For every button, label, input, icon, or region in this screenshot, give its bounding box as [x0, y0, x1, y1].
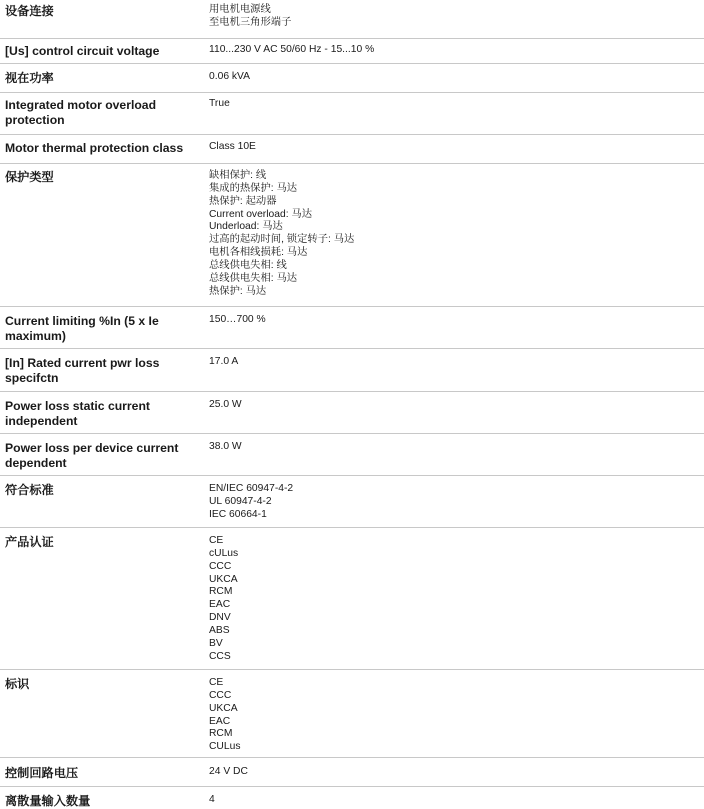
- row-value: [202, 766, 704, 786]
- value-line: DNV: [209, 612, 231, 624]
- value-line: CCS: [209, 650, 231, 662]
- value-line: CCC: [209, 560, 232, 572]
- value-line: 24 V DC: [209, 766, 248, 777]
- table-row: [0, 787, 704, 809]
- table-row: [0, 758, 704, 787]
- row-value: [202, 399, 704, 433]
- value-line: EAC: [209, 715, 231, 727]
- value-line: 150…700 %: [209, 314, 266, 325]
- value-line: CE: [209, 535, 224, 546]
- row-label: Power loss static current independent: [5, 399, 150, 428]
- value-line: 110...230 V AC 50/60 Hz - 15...10 %: [209, 44, 375, 55]
- value-line: RCM: [209, 728, 233, 740]
- table-row: [0, 528, 704, 670]
- row-label: Motor thermal protection class: [5, 141, 184, 155]
- row-value: [202, 794, 704, 809]
- row-label: 设备连接: [5, 4, 54, 18]
- table-row: [0, 0, 704, 39]
- row-value: [202, 170, 704, 306]
- row-label: 保护类型: [5, 170, 54, 184]
- value-line: Current overload: 马达: [209, 208, 313, 220]
- value-line: 至电机三角形端子: [209, 16, 292, 28]
- value-line: BV: [209, 637, 223, 649]
- value-line: UL 60947-4-2: [209, 495, 272, 507]
- row-value: [202, 4, 704, 38]
- value-line: 25.0 W: [209, 399, 242, 410]
- row-label: Current limiting %In (5 x Ie maximum): [5, 314, 159, 343]
- value-line: 热保护: 马达: [209, 285, 267, 297]
- value-line: 总线供电失相: 线: [209, 259, 287, 271]
- value-line: 用电机电源线: [209, 4, 271, 15]
- table-row: [0, 64, 704, 93]
- table-row: [0, 670, 704, 758]
- row-value: [202, 314, 704, 348]
- value-line: 集成的热保护: 马达: [209, 182, 298, 194]
- row-value: [202, 441, 704, 475]
- table-row: [0, 93, 704, 135]
- value-line: 总线供电失相: 马达: [209, 272, 298, 284]
- row-label: 符合标准: [5, 483, 54, 497]
- row-label: 视在功率: [5, 71, 54, 85]
- row-value: [202, 677, 704, 757]
- value-line: Class 10E: [209, 141, 256, 152]
- table-row: [0, 164, 704, 307]
- row-label: Power loss per device current dependent: [5, 441, 179, 470]
- value-line: 4: [209, 794, 215, 805]
- row-value: [202, 98, 704, 134]
- table-row: [0, 307, 704, 349]
- row-value: [202, 483, 704, 527]
- row-label: [Us] control circuit voltage: [5, 44, 160, 58]
- value-line: Underload: 马达: [209, 221, 283, 233]
- value-line: CE: [209, 677, 224, 688]
- table-row: [0, 39, 704, 64]
- value-line: 0.06 kVA: [209, 71, 251, 82]
- value-line: 38.0 W: [209, 441, 242, 452]
- row-value: [202, 141, 704, 163]
- row-value: [202, 535, 704, 669]
- table-row: [0, 135, 704, 164]
- value-line: EN/IEC 60947-4-2: [209, 483, 294, 494]
- value-line: UKCA: [209, 573, 238, 585]
- value-line: IEC 60664-1: [209, 508, 267, 520]
- value-line: cULus: [209, 547, 239, 559]
- row-value: [202, 356, 704, 391]
- row-label: 离散量输入数量: [5, 794, 91, 808]
- value-line: 缺相保护: 线: [209, 170, 267, 181]
- table-row: [0, 434, 704, 476]
- row-label: 控制回路电压: [5, 766, 79, 780]
- value-line: EAC: [209, 599, 231, 611]
- value-line: RCM: [209, 586, 233, 598]
- value-line: 过高的起动时间, 锁定转子: 马达: [209, 234, 355, 246]
- value-line: CCC: [209, 689, 232, 701]
- value-line: CULus: [209, 741, 241, 753]
- value-line: 热保护: 起动器: [209, 195, 277, 207]
- table-row: [0, 392, 704, 434]
- row-label: 标识: [5, 677, 30, 691]
- value-line: True: [209, 98, 230, 109]
- table-row: [0, 476, 704, 528]
- row-label: 产品认证: [5, 535, 54, 549]
- row-label: [In] Rated current pwr loss specifctn: [5, 356, 160, 385]
- row-label: Integrated motor overload protection: [5, 98, 157, 127]
- value-line: 电机各相线损耗: 马达: [209, 247, 308, 259]
- row-value: [202, 44, 704, 63]
- value-line: UKCA: [209, 702, 238, 714]
- value-line: 17.0 A: [209, 356, 239, 367]
- table-row: [0, 349, 704, 392]
- value-line: ABS: [209, 624, 230, 636]
- row-value: [202, 71, 704, 92]
